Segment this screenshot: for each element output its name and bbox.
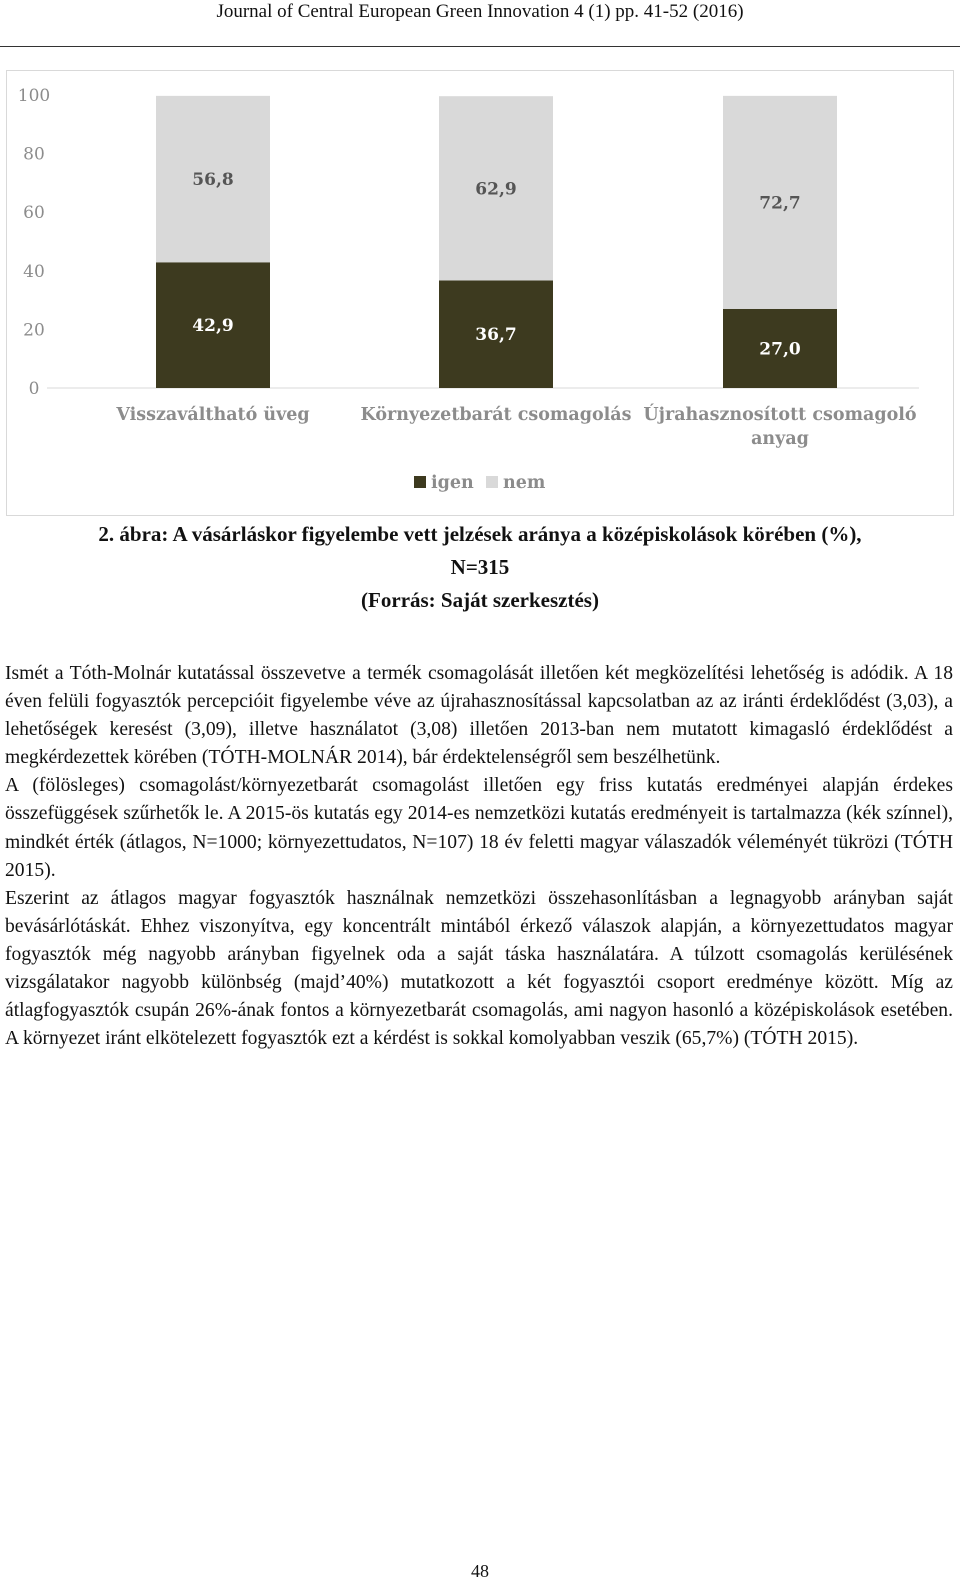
stacked-bar-chart (7, 71, 953, 515)
data-label-igen: 27,0 (759, 339, 801, 360)
legend-swatch-igen (414, 476, 426, 488)
y-tick-label: 0 (28, 379, 40, 399)
page-number: 48 (471, 1561, 489, 1581)
x-category-label: Környezetbarát csomagolás (360, 405, 632, 425)
y-tick-label: 20 (23, 320, 45, 341)
paragraph-3: Eszerint az átlagos magyar fogyasztók használnak nemzetközi összehasonlításban a legnagyobb arányban saját bevásárlótáskát. Ehhez viszonyítva, egy koncentrált mintából érkező válaszok alapján, a környezettudatos magyar fogyasztók még nagyobb arányban figyelnek oda a saját táska használatára. A túlzott csomagolás kerülésének vizsgálatakor nagyobb különbség (majd’40%) mutatkozott a két fogyasztói csoport eredménye között. Míg az átlagfogyasztók csupán 26%-ának fontos a környezetbarát csomagolás, ami nagyon hasonló a középiskolások esetében. A környezet iránt elkötelezett fogyasztók ezt a kérdést is sokkal komolyabban veszik (65,7%) (TÓTH 2015). (5, 887, 953, 1050)
legend-swatch-nem (486, 476, 498, 488)
article-body (5, 660, 953, 1053)
chart-container (6, 70, 954, 516)
legend-label-nem: nem (503, 473, 546, 493)
header-rule (0, 46, 960, 47)
legend-label-igen: igen (431, 473, 474, 493)
paragraph-2: A (fölösleges) csomagolást/környezetbarát csomagolást illetően egy friss kutatás eredményei alapján érdekes összefüggések szűrhetők le. A 2015-ös kutatás egy 2014-es nemzetközi kutatás eredményeit is tartalmazza (kék színnel), mindkét érték (átlagos, N=1000; környezettudatos, N=107) 18 év feletti magyar válaszadók véleményét tükrözi (TÓTH 2015). (5, 775, 953, 881)
data-label-igen: 42,9 (192, 316, 234, 337)
x-category-label: anyag (751, 429, 809, 449)
y-tick-label: 60 (23, 203, 45, 224)
figure-caption (0, 518, 960, 617)
y-tick-label: 100 (17, 86, 51, 106)
y-tick-label: 80 (23, 144, 45, 165)
data-label-nem: 56,8 (192, 170, 234, 191)
y-tick-label: 40 (23, 261, 45, 282)
data-label-igen: 36,7 (475, 325, 517, 346)
x-category-label: Újrahasznosított csomagoló (643, 405, 917, 425)
journal-citation: Journal of Central European Green Innovation 4 (1) pp. 41-52 (2016) (216, 1, 744, 22)
paragraph-1: Ismét a Tóth-Molnár kutatással összevetve a termék csomagolását illetően két megközelítési lehetőség is adódik. A 18 éven felüli fogyasztók percepcióit figyelembe véve az újrahasznosítással kapcsolatban az az iránti érdeklődést (3,03), a lehetőségek keresést (3,09), illetve használatot (3,08) illetően 2013-ban nem mutatott kimagasló érdeklődést a megkérdezettek körében (TÓTH-MOLNÁR 2014), bár érdektelenségről sem beszélhetünk. (5, 663, 953, 769)
caption-source: (Forrás: Saját szerkesztés) (361, 588, 599, 612)
data-label-nem: 62,9 (475, 179, 517, 200)
running-header (0, 0, 960, 37)
data-label-nem: 72,7 (759, 193, 801, 214)
x-category-label: Visszaváltható üveg (116, 405, 310, 425)
caption-sample-size: N=315 (450, 555, 510, 579)
caption-title: 2. ábra: A vásárláskor figyelembe vett jelzések aránya a középiskolások körében (%), (98, 522, 862, 546)
